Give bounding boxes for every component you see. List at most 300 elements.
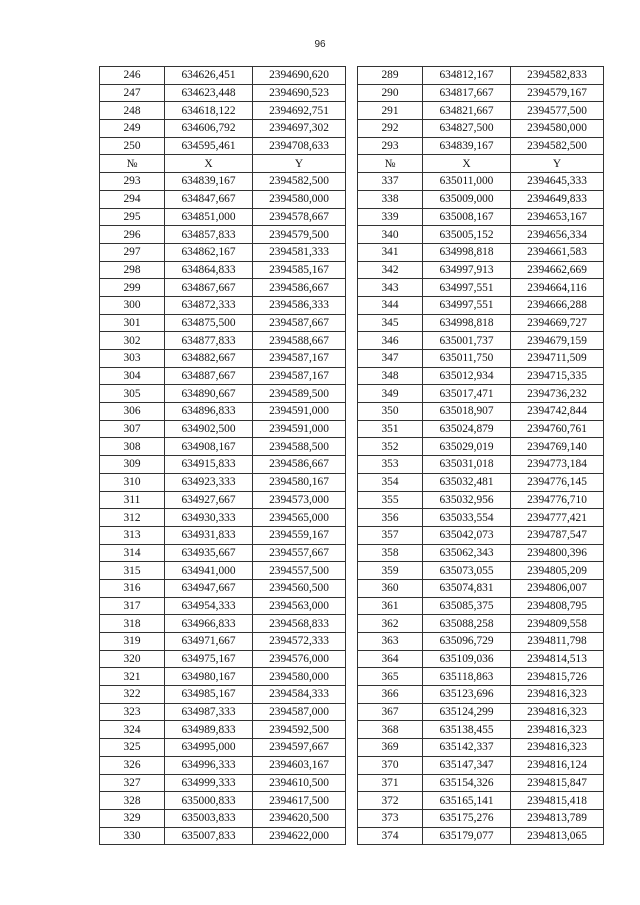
column-separator xyxy=(346,597,358,615)
y-coordinate-cell: 2394589,500 xyxy=(253,385,346,403)
y-coordinate-cell: 2394581,333 xyxy=(253,243,346,261)
y-coordinate-cell: 2394777,421 xyxy=(511,509,604,527)
page-number: 96 xyxy=(314,39,326,50)
point-number-cell: 360 xyxy=(358,579,423,597)
point-number-cell: 327 xyxy=(100,774,165,792)
y-coordinate-cell: 2394582,500 xyxy=(253,173,346,191)
point-number-cell: 371 xyxy=(358,774,423,792)
y-coordinate-cell: 2394805,209 xyxy=(511,562,604,580)
x-coordinate-cell: 635007,833 xyxy=(165,827,253,845)
point-number-cell: 345 xyxy=(358,314,423,332)
point-number-cell: 296 xyxy=(100,226,165,244)
x-coordinate-cell: 635154,326 xyxy=(423,774,511,792)
column-separator xyxy=(346,456,358,474)
point-number-cell: 247 xyxy=(100,84,165,102)
point-number-cell: 297 xyxy=(100,243,165,261)
column-separator xyxy=(346,296,358,314)
y-coordinate-cell: 2394816,323 xyxy=(511,721,604,739)
point-number-cell: 322 xyxy=(100,686,165,704)
y-coordinate-cell: 2394697,302 xyxy=(253,120,346,138)
column-separator xyxy=(346,137,358,155)
point-number-cell: 290 xyxy=(358,84,423,102)
x-coordinate-cell: 635138,455 xyxy=(423,721,511,739)
y-coordinate-cell: 2394565,000 xyxy=(253,509,346,527)
point-number-cell: 291 xyxy=(358,102,423,120)
y-coordinate-cell: 2394815,418 xyxy=(511,792,604,810)
point-number-cell: 368 xyxy=(358,721,423,739)
y-coordinate-cell: 2394586,333 xyxy=(253,296,346,314)
y-coordinate-cell: 2394773,184 xyxy=(511,456,604,474)
x-coordinate-cell: 634947,667 xyxy=(165,579,253,597)
y-coordinate-cell: 2394814,513 xyxy=(511,650,604,668)
y-coordinate-cell: 2394572,333 xyxy=(253,633,346,651)
header-y: Y xyxy=(253,155,346,173)
table-row xyxy=(100,526,604,544)
point-number-cell: 351 xyxy=(358,420,423,438)
y-coordinate-cell: 2394580,000 xyxy=(253,668,346,686)
table-row xyxy=(100,173,604,191)
x-coordinate-cell: 634887,667 xyxy=(165,367,253,385)
point-number-cell: 369 xyxy=(358,739,423,757)
table-row xyxy=(100,420,604,438)
y-coordinate-cell: 2394585,167 xyxy=(253,261,346,279)
table-row xyxy=(100,544,604,562)
table-row xyxy=(100,827,604,845)
x-coordinate-cell: 634927,667 xyxy=(165,491,253,509)
point-number-cell: 359 xyxy=(358,562,423,580)
point-number-cell: 300 xyxy=(100,296,165,314)
y-coordinate-cell: 2394591,000 xyxy=(253,420,346,438)
table-row xyxy=(100,703,604,721)
point-number-cell: 330 xyxy=(100,827,165,845)
table-row xyxy=(100,473,604,491)
x-coordinate-cell: 634862,167 xyxy=(165,243,253,261)
point-number-cell: 307 xyxy=(100,420,165,438)
point-number-cell: 365 xyxy=(358,668,423,686)
table-row xyxy=(100,296,604,314)
column-separator xyxy=(346,332,358,350)
column-separator xyxy=(346,226,358,244)
y-coordinate-cell: 2394711,509 xyxy=(511,350,604,368)
column-separator xyxy=(346,473,358,491)
y-coordinate-cell: 2394579,500 xyxy=(253,226,346,244)
point-number-cell: 309 xyxy=(100,456,165,474)
point-number-cell: 316 xyxy=(100,579,165,597)
x-coordinate-cell: 635012,934 xyxy=(423,367,511,385)
y-coordinate-cell: 2394557,500 xyxy=(253,562,346,580)
x-coordinate-cell: 634847,667 xyxy=(165,190,253,208)
point-number-cell: 302 xyxy=(100,332,165,350)
y-coordinate-cell: 2394776,145 xyxy=(511,473,604,491)
point-number-cell: 347 xyxy=(358,350,423,368)
table-row xyxy=(100,739,604,757)
column-separator xyxy=(346,173,358,191)
column-separator xyxy=(346,579,358,597)
x-coordinate-cell: 634941,000 xyxy=(165,562,253,580)
x-coordinate-cell: 634989,833 xyxy=(165,721,253,739)
column-separator xyxy=(346,650,358,668)
x-coordinate-cell: 634902,500 xyxy=(165,420,253,438)
table-body xyxy=(100,67,604,845)
point-number-cell: 348 xyxy=(358,367,423,385)
column-separator xyxy=(346,544,358,562)
point-number-cell: 358 xyxy=(358,544,423,562)
point-number-cell: 362 xyxy=(358,615,423,633)
x-coordinate-cell: 634999,333 xyxy=(165,774,253,792)
y-coordinate-cell: 2394692,751 xyxy=(253,102,346,120)
point-number-cell: 294 xyxy=(100,190,165,208)
point-number-cell: 355 xyxy=(358,491,423,509)
point-number-cell: 311 xyxy=(100,491,165,509)
y-coordinate-cell: 2394656,334 xyxy=(511,226,604,244)
x-coordinate-cell: 634857,833 xyxy=(165,226,253,244)
y-coordinate-cell: 2394806,007 xyxy=(511,579,604,597)
y-coordinate-cell: 2394584,333 xyxy=(253,686,346,704)
y-coordinate-cell: 2394620,500 xyxy=(253,809,346,827)
column-separator xyxy=(346,403,358,421)
column-separator xyxy=(346,261,358,279)
x-coordinate-cell: 634626,451 xyxy=(165,67,253,85)
column-separator xyxy=(346,827,358,845)
point-number-cell: 357 xyxy=(358,526,423,544)
x-coordinate-cell: 635031,018 xyxy=(423,456,511,474)
table-row xyxy=(100,597,604,615)
y-coordinate-cell: 2394588,500 xyxy=(253,438,346,456)
x-coordinate-cell: 634618,122 xyxy=(165,102,253,120)
column-separator xyxy=(346,67,358,85)
y-coordinate-cell: 2394610,500 xyxy=(253,774,346,792)
y-coordinate-cell: 2394649,833 xyxy=(511,190,604,208)
table-row xyxy=(100,579,604,597)
x-coordinate-cell: 634890,667 xyxy=(165,385,253,403)
point-number-cell: 324 xyxy=(100,721,165,739)
table-row xyxy=(100,385,604,403)
x-coordinate-cell: 634606,792 xyxy=(165,120,253,138)
x-coordinate-cell: 634998,818 xyxy=(423,314,511,332)
table-row xyxy=(100,226,604,244)
column-separator xyxy=(346,526,358,544)
table-row xyxy=(100,314,604,332)
point-number-cell: 248 xyxy=(100,102,165,120)
table-row xyxy=(100,721,604,739)
header-x: X xyxy=(165,155,253,173)
y-coordinate-cell: 2394645,333 xyxy=(511,173,604,191)
y-coordinate-cell: 2394578,667 xyxy=(253,208,346,226)
x-coordinate-cell: 635032,956 xyxy=(423,491,511,509)
x-coordinate-cell: 635001,737 xyxy=(423,332,511,350)
y-coordinate-cell: 2394580,000 xyxy=(511,120,604,138)
header-x: X xyxy=(423,155,511,173)
x-coordinate-cell: 635003,833 xyxy=(165,809,253,827)
x-coordinate-cell: 634839,167 xyxy=(165,173,253,191)
y-coordinate-cell: 2394582,500 xyxy=(511,137,604,155)
point-number-cell: 289 xyxy=(358,67,423,85)
x-coordinate-cell: 634971,667 xyxy=(165,633,253,651)
table-row xyxy=(100,350,604,368)
table-row xyxy=(100,67,604,85)
y-coordinate-cell: 2394809,558 xyxy=(511,615,604,633)
column-separator xyxy=(346,350,358,368)
point-number-cell: 341 xyxy=(358,243,423,261)
point-number-cell: 293 xyxy=(358,137,423,155)
point-number-cell: 249 xyxy=(100,120,165,138)
table-row xyxy=(100,615,604,633)
point-number-cell: 314 xyxy=(100,544,165,562)
table-row xyxy=(100,403,604,421)
column-separator xyxy=(346,562,358,580)
x-coordinate-cell: 634872,333 xyxy=(165,296,253,314)
x-coordinate-cell: 634851,000 xyxy=(165,208,253,226)
y-coordinate-cell: 2394816,323 xyxy=(511,739,604,757)
x-coordinate-cell: 635005,152 xyxy=(423,226,511,244)
table-row xyxy=(100,792,604,810)
point-number-cell: 340 xyxy=(358,226,423,244)
x-coordinate-cell: 634923,333 xyxy=(165,473,253,491)
point-number-cell: 326 xyxy=(100,756,165,774)
column-separator xyxy=(346,703,358,721)
point-number-cell: 295 xyxy=(100,208,165,226)
table-row xyxy=(100,509,604,527)
y-coordinate-cell: 2394813,789 xyxy=(511,809,604,827)
y-coordinate-cell: 2394742,844 xyxy=(511,403,604,421)
column-separator xyxy=(346,774,358,792)
y-coordinate-cell: 2394587,167 xyxy=(253,350,346,368)
column-separator xyxy=(346,314,358,332)
point-number-cell: 337 xyxy=(358,173,423,191)
table-row xyxy=(100,332,604,350)
y-coordinate-cell: 2394592,500 xyxy=(253,721,346,739)
y-coordinate-cell: 2394580,167 xyxy=(253,473,346,491)
column-separator xyxy=(346,756,358,774)
y-coordinate-cell: 2394690,523 xyxy=(253,84,346,102)
column-separator xyxy=(346,668,358,686)
x-coordinate-cell: 635018,907 xyxy=(423,403,511,421)
y-coordinate-cell: 2394622,000 xyxy=(253,827,346,845)
x-coordinate-cell: 635009,000 xyxy=(423,190,511,208)
column-separator xyxy=(346,155,358,173)
point-number-cell: 344 xyxy=(358,296,423,314)
header-number: № xyxy=(100,155,165,173)
table-row xyxy=(100,456,604,474)
point-number-cell: 313 xyxy=(100,526,165,544)
y-coordinate-cell: 2394679,159 xyxy=(511,332,604,350)
y-coordinate-cell: 2394808,795 xyxy=(511,597,604,615)
x-coordinate-cell: 635118,863 xyxy=(423,668,511,686)
point-number-cell: 250 xyxy=(100,137,165,155)
point-number-cell: 354 xyxy=(358,473,423,491)
x-coordinate-cell: 635011,000 xyxy=(423,173,511,191)
x-coordinate-cell: 634987,333 xyxy=(165,703,253,721)
table-row xyxy=(100,633,604,651)
x-coordinate-cell: 634595,461 xyxy=(165,137,253,155)
point-number-cell: 246 xyxy=(100,67,165,85)
point-number-cell: 298 xyxy=(100,261,165,279)
y-coordinate-cell: 2394617,500 xyxy=(253,792,346,810)
column-separator xyxy=(346,243,358,261)
y-coordinate-cell: 2394587,000 xyxy=(253,703,346,721)
x-coordinate-cell: 635179,077 xyxy=(423,827,511,845)
point-number-cell: 304 xyxy=(100,367,165,385)
y-coordinate-cell: 2394669,727 xyxy=(511,314,604,332)
table-row xyxy=(100,120,604,138)
column-separator xyxy=(346,739,358,757)
x-coordinate-cell: 635011,750 xyxy=(423,350,511,368)
column-separator xyxy=(346,509,358,527)
x-coordinate-cell: 634980,167 xyxy=(165,668,253,686)
y-coordinate-cell: 2394776,710 xyxy=(511,491,604,509)
x-coordinate-cell: 635029,019 xyxy=(423,438,511,456)
x-coordinate-cell: 635165,141 xyxy=(423,792,511,810)
y-coordinate-cell: 2394816,124 xyxy=(511,756,604,774)
point-number-cell: 323 xyxy=(100,703,165,721)
x-coordinate-cell: 634817,667 xyxy=(423,84,511,102)
x-coordinate-cell: 634915,833 xyxy=(165,456,253,474)
y-coordinate-cell: 2394580,000 xyxy=(253,190,346,208)
y-coordinate-cell: 2394587,667 xyxy=(253,314,346,332)
point-number-cell: 370 xyxy=(358,756,423,774)
y-coordinate-cell: 2394816,323 xyxy=(511,686,604,704)
y-coordinate-cell: 2394587,167 xyxy=(253,367,346,385)
point-number-cell: 338 xyxy=(358,190,423,208)
x-coordinate-cell: 634908,167 xyxy=(165,438,253,456)
point-number-cell: 329 xyxy=(100,809,165,827)
table-header-row xyxy=(100,155,604,173)
y-coordinate-cell: 2394603,167 xyxy=(253,756,346,774)
column-separator xyxy=(346,615,358,633)
table-row xyxy=(100,562,604,580)
point-number-cell: 315 xyxy=(100,562,165,580)
point-number-cell: 366 xyxy=(358,686,423,704)
table-row xyxy=(100,367,604,385)
y-coordinate-cell: 2394591,000 xyxy=(253,403,346,421)
header-y: Y xyxy=(511,155,604,173)
column-separator xyxy=(346,190,358,208)
y-coordinate-cell: 2394690,620 xyxy=(253,67,346,85)
y-coordinate-cell: 2394813,065 xyxy=(511,827,604,845)
point-number-cell: 303 xyxy=(100,350,165,368)
y-coordinate-cell: 2394815,726 xyxy=(511,668,604,686)
point-number-cell: 308 xyxy=(100,438,165,456)
x-coordinate-cell: 634995,000 xyxy=(165,739,253,757)
table-row xyxy=(100,102,604,120)
column-separator xyxy=(346,385,358,403)
y-coordinate-cell: 2394576,000 xyxy=(253,650,346,668)
column-separator xyxy=(346,633,358,651)
y-coordinate-cell: 2394816,323 xyxy=(511,703,604,721)
x-coordinate-cell: 635008,167 xyxy=(423,208,511,226)
y-coordinate-cell: 2394664,116 xyxy=(511,279,604,297)
point-number-cell: 339 xyxy=(358,208,423,226)
x-coordinate-cell: 634935,667 xyxy=(165,544,253,562)
x-coordinate-cell: 635073,055 xyxy=(423,562,511,580)
point-number-cell: 312 xyxy=(100,509,165,527)
x-coordinate-cell: 634954,333 xyxy=(165,597,253,615)
point-number-cell: 310 xyxy=(100,473,165,491)
x-coordinate-cell: 635147,347 xyxy=(423,756,511,774)
x-coordinate-cell: 634864,833 xyxy=(165,261,253,279)
point-number-cell: 372 xyxy=(358,792,423,810)
x-coordinate-cell: 634896,833 xyxy=(165,403,253,421)
point-number-cell: 305 xyxy=(100,385,165,403)
point-number-cell: 363 xyxy=(358,633,423,651)
x-coordinate-cell: 635096,729 xyxy=(423,633,511,651)
point-number-cell: 328 xyxy=(100,792,165,810)
column-separator xyxy=(346,120,358,138)
x-coordinate-cell: 635024,879 xyxy=(423,420,511,438)
point-number-cell: 343 xyxy=(358,279,423,297)
point-number-cell: 321 xyxy=(100,668,165,686)
x-coordinate-cell: 635032,481 xyxy=(423,473,511,491)
x-coordinate-cell: 634839,167 xyxy=(423,137,511,155)
y-coordinate-cell: 2394573,000 xyxy=(253,491,346,509)
y-coordinate-cell: 2394597,667 xyxy=(253,739,346,757)
x-coordinate-cell: 635109,036 xyxy=(423,650,511,668)
column-separator xyxy=(346,686,358,704)
point-number-cell: 353 xyxy=(358,456,423,474)
y-coordinate-cell: 2394557,667 xyxy=(253,544,346,562)
point-number-cell: 361 xyxy=(358,597,423,615)
table-row xyxy=(100,208,604,226)
point-number-cell: 374 xyxy=(358,827,423,845)
x-coordinate-cell: 634998,818 xyxy=(423,243,511,261)
y-coordinate-cell: 2394586,667 xyxy=(253,279,346,297)
x-coordinate-cell: 634812,167 xyxy=(423,67,511,85)
x-coordinate-cell: 634821,667 xyxy=(423,102,511,120)
table-row xyxy=(100,84,604,102)
y-coordinate-cell: 2394568,833 xyxy=(253,615,346,633)
point-number-cell: 306 xyxy=(100,403,165,421)
point-number-cell: 356 xyxy=(358,509,423,527)
table-row xyxy=(100,668,604,686)
x-coordinate-cell: 635062,343 xyxy=(423,544,511,562)
point-number-cell: 367 xyxy=(358,703,423,721)
y-coordinate-cell: 2394787,547 xyxy=(511,526,604,544)
table-row xyxy=(100,686,604,704)
column-separator xyxy=(346,84,358,102)
x-coordinate-cell: 635074,831 xyxy=(423,579,511,597)
column-separator xyxy=(346,102,358,120)
x-coordinate-cell: 634877,833 xyxy=(165,332,253,350)
point-number-cell: 301 xyxy=(100,314,165,332)
table-row xyxy=(100,438,604,456)
x-coordinate-cell: 635000,833 xyxy=(165,792,253,810)
y-coordinate-cell: 2394577,500 xyxy=(511,102,604,120)
table-row xyxy=(100,137,604,155)
y-coordinate-cell: 2394760,761 xyxy=(511,420,604,438)
column-separator xyxy=(346,367,358,385)
point-number-cell: 325 xyxy=(100,739,165,757)
point-number-cell: 299 xyxy=(100,279,165,297)
x-coordinate-cell: 634827,500 xyxy=(423,120,511,138)
table-row xyxy=(100,774,604,792)
x-coordinate-cell: 634930,333 xyxy=(165,509,253,527)
x-coordinate-cell: 634997,551 xyxy=(423,296,511,314)
y-coordinate-cell: 2394582,833 xyxy=(511,67,604,85)
y-coordinate-cell: 2394769,140 xyxy=(511,438,604,456)
table-row xyxy=(100,279,604,297)
point-number-cell: 373 xyxy=(358,809,423,827)
y-coordinate-cell: 2394559,167 xyxy=(253,526,346,544)
x-coordinate-cell: 634875,500 xyxy=(165,314,253,332)
y-coordinate-cell: 2394662,669 xyxy=(511,261,604,279)
table-row xyxy=(100,243,604,261)
header-number: № xyxy=(358,155,423,173)
column-separator xyxy=(346,491,358,509)
table-row xyxy=(100,190,604,208)
x-coordinate-cell: 635042,073 xyxy=(423,526,511,544)
column-separator xyxy=(346,809,358,827)
point-number-cell: 352 xyxy=(358,438,423,456)
